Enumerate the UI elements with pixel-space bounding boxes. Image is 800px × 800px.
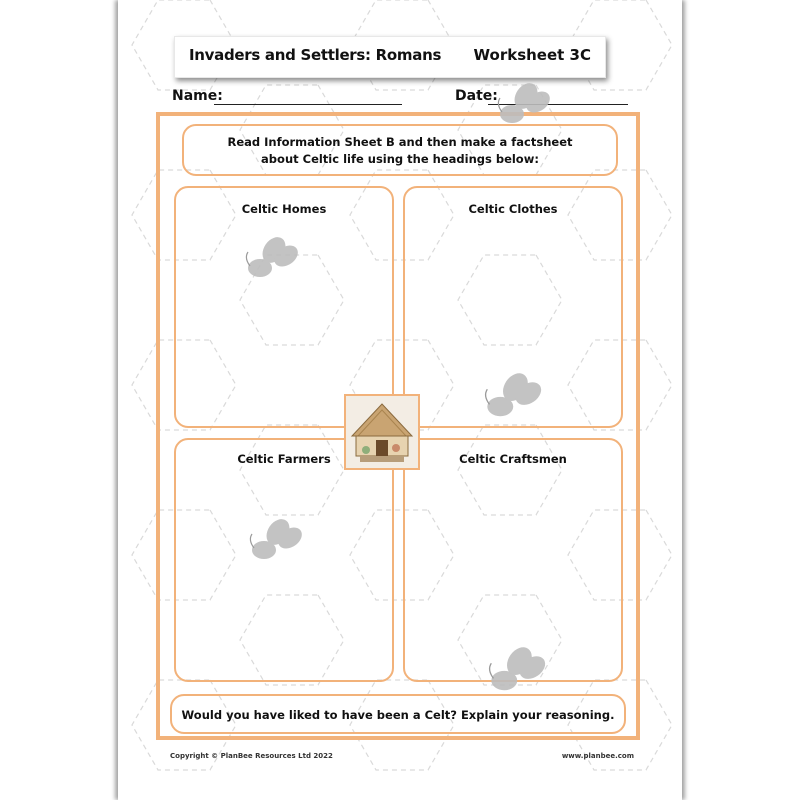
worksheet-page — [118, 0, 682, 800]
roundhouse-illustration-icon — [346, 396, 418, 468]
copyright-text: Copyright © PlanBee Resources Ltd 2022 — [170, 752, 333, 760]
name-label: Name: — [172, 88, 223, 104]
section-heading: Celtic Farmers — [237, 452, 331, 466]
section-heading: Celtic Craftsmen — [459, 452, 567, 466]
bee-watermark-icon — [470, 372, 550, 426]
worksheet-title: Invaders and Settlers: Romans — [189, 46, 442, 64]
instructions-text: Read Information Sheet B and then make a factsheet about Celtic life using the headings below: — [227, 135, 573, 166]
section-celtic-homes[interactable] — [174, 186, 394, 428]
bee-watermark-icon — [474, 646, 554, 700]
date-label: Date: — [455, 88, 498, 104]
bee-watermark-icon — [488, 82, 554, 132]
section-heading: Celtic Clothes — [468, 202, 558, 216]
reflection-question-box[interactable] — [170, 694, 626, 734]
bee-watermark-icon — [240, 518, 306, 568]
worksheet-number: Worksheet 3C — [473, 46, 591, 64]
section-heading: Celtic Homes — [241, 202, 327, 216]
celtic-roundhouse-picture — [344, 394, 420, 470]
name-field[interactable] — [214, 104, 402, 105]
worksheet-title-bar — [174, 36, 606, 78]
bee-watermark-icon — [236, 236, 302, 286]
website-text: www.planbee.com — [561, 752, 634, 760]
reflection-question: Would you have liked to have been a Celt? Explain your reasoning. — [181, 708, 615, 722]
